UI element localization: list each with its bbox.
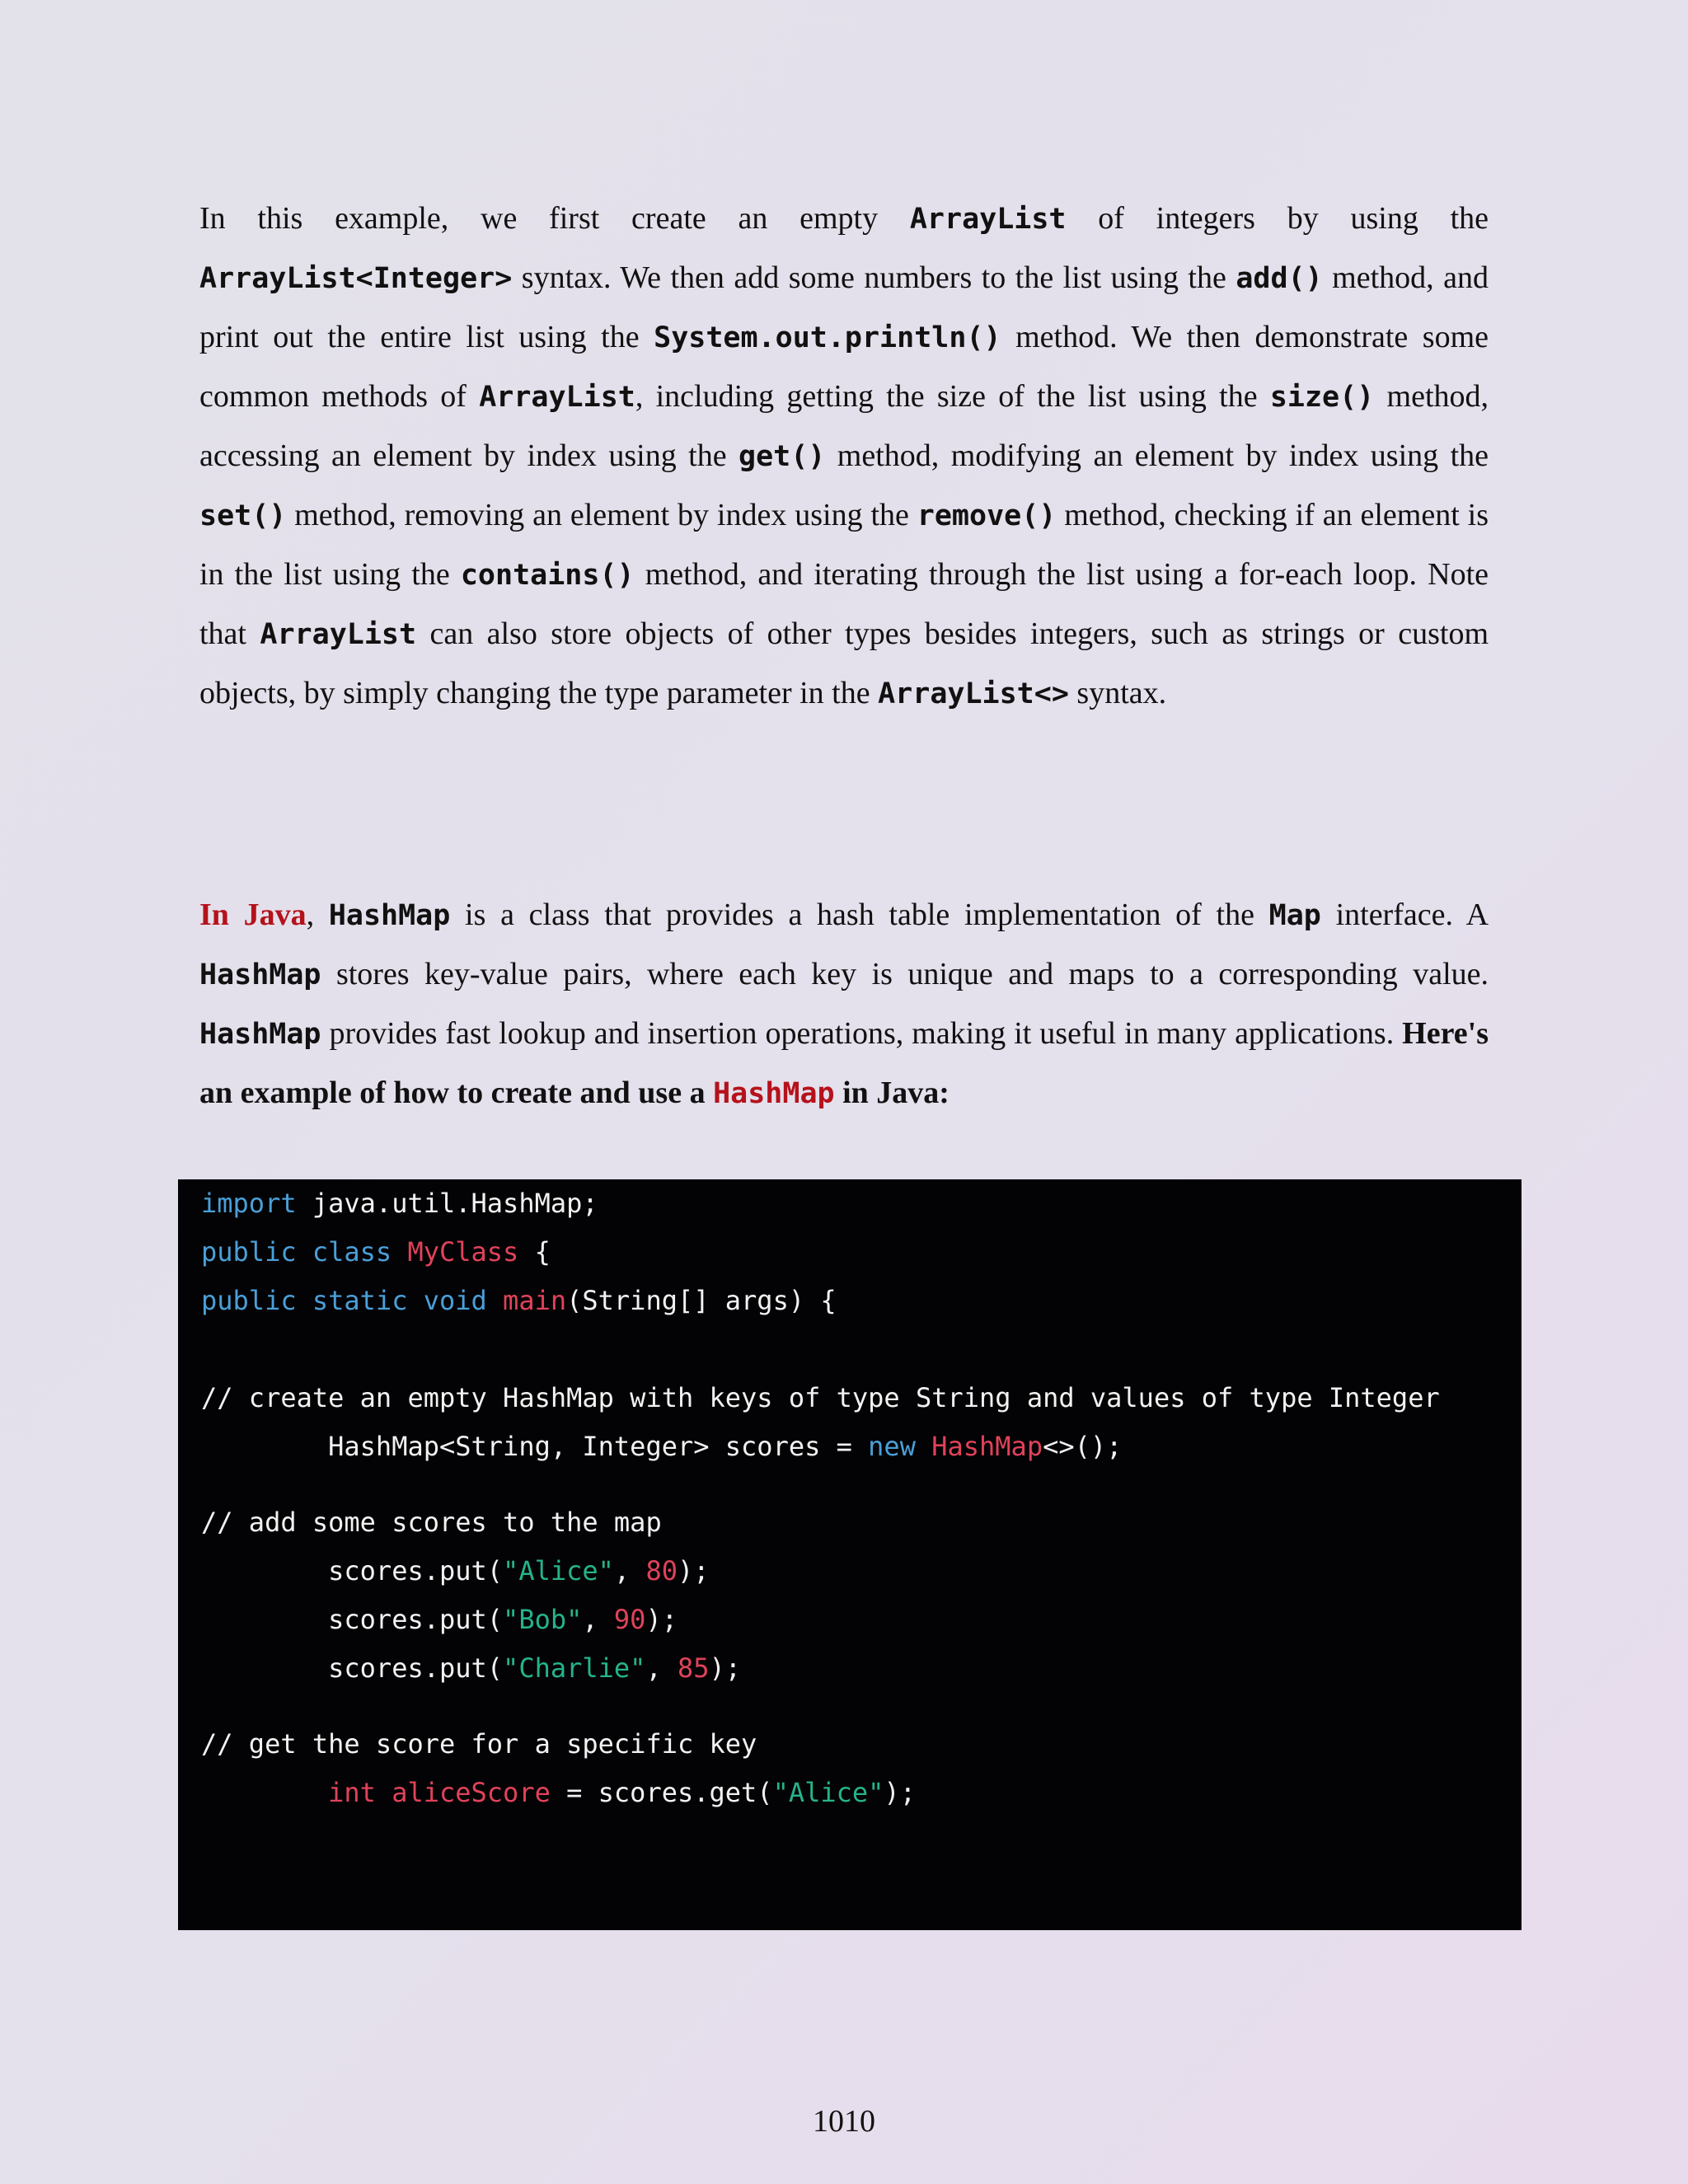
arraylist-explanation-paragraph: [199, 190, 1489, 724]
inline-code: size(): [1269, 381, 1375, 414]
text-run: ,: [306, 898, 329, 932]
inline-code: Map: [1268, 899, 1321, 932]
inline-code: add(): [1236, 262, 1323, 295]
code-line-7: scores.put("Alice", 80);: [201, 1555, 710, 1586]
text-run: , including getting the size of the list using the: [635, 379, 1270, 414]
code-comment: // get the score for a specific key: [201, 1728, 757, 1760]
highlight-lead: In Java: [199, 898, 307, 932]
code-comment: // create an empty HashMap with keys of type String and values of type Integer: [201, 1382, 1440, 1413]
inline-code: contains(): [460, 559, 635, 592]
code-line-2: public class MyClass {: [201, 1236, 551, 1268]
code-line-4: [201, 1382, 1440, 1413]
text-run: method, accessing an element by index using the: [199, 379, 1489, 473]
inline-code: HashMap: [199, 1018, 321, 1051]
inline-code: ArrayList<>: [878, 677, 1069, 710]
inline-code: ArrayList<Integer>: [199, 262, 513, 295]
text-run: of integers by using the: [1066, 201, 1489, 236]
hashmap-intro-paragraph: [199, 886, 1489, 1123]
text-run: syntax.: [1068, 676, 1167, 710]
code-line-3: public static void main(String[] args) {: [201, 1285, 837, 1316]
bold-intro-text: in Java:: [834, 1076, 950, 1110]
text-run: can also store objects of other types besides integers, such as strings or custom objects, by simply changing the type parameter in the: [199, 616, 1489, 710]
text-run: method. We then demonstrate some common methods of: [199, 320, 1489, 414]
code-line-1: import java.util.HashMap;: [201, 1188, 598, 1219]
text-run: method, and iterating through the list using a for-each loop. Note that: [199, 557, 1489, 651]
bold-intro-text: Here's an example of how to create and use a: [199, 1016, 1489, 1110]
code-line-5: HashMap<String, Integer> scores = new HashMap<>();: [201, 1431, 1123, 1462]
code-line-11: int aliceScore = scores.get("Alice");: [328, 1777, 916, 1808]
code-comment: // add some scores to the map: [201, 1507, 662, 1538]
text-run: is a class that provides a hash table implementation of the: [450, 898, 1269, 932]
inline-code: remove(): [917, 499, 1057, 532]
text-run: In this example, we first create an empty: [199, 201, 910, 236]
text-run: interface. A: [1320, 898, 1489, 932]
inline-code: HashMap: [328, 899, 451, 932]
text-run: stores key-value pairs, where each key is unique and maps to a corresponding value.: [321, 957, 1489, 991]
text-run: method, checking if an element is in the list using the: [199, 498, 1489, 592]
inline-code: ArrayList: [909, 203, 1067, 236]
text-run: provides fast lookup and insertion operations, making it useful in many applications.: [321, 1016, 1403, 1051]
inline-code-highlight: HashMap: [713, 1077, 835, 1110]
code-line-10: [201, 1728, 757, 1760]
code-line-9: scores.put("Charlie", 85);: [201, 1652, 742, 1684]
page-number: 1010: [813, 2104, 875, 2139]
inline-code: System.out.println(): [654, 321, 1001, 354]
inline-code: ArrayList: [260, 618, 417, 651]
text-run: method, and print out the entire list using the: [199, 260, 1489, 354]
text-run: method, removing an element by index using the: [286, 498, 917, 532]
inline-code: set(): [199, 499, 287, 532]
inline-code: HashMap: [199, 958, 321, 991]
text-run: method, modifying an element by index using the: [825, 438, 1489, 473]
code-line-6: [201, 1507, 662, 1538]
code-block: [178, 1179, 1522, 1930]
inline-code: ArrayList: [479, 381, 635, 414]
text-run: syntax. We then add some numbers to the list using the: [512, 260, 1236, 295]
code-line-8: scores.put("Bob", 90);: [201, 1604, 678, 1635]
inline-code: get(): [738, 440, 826, 473]
